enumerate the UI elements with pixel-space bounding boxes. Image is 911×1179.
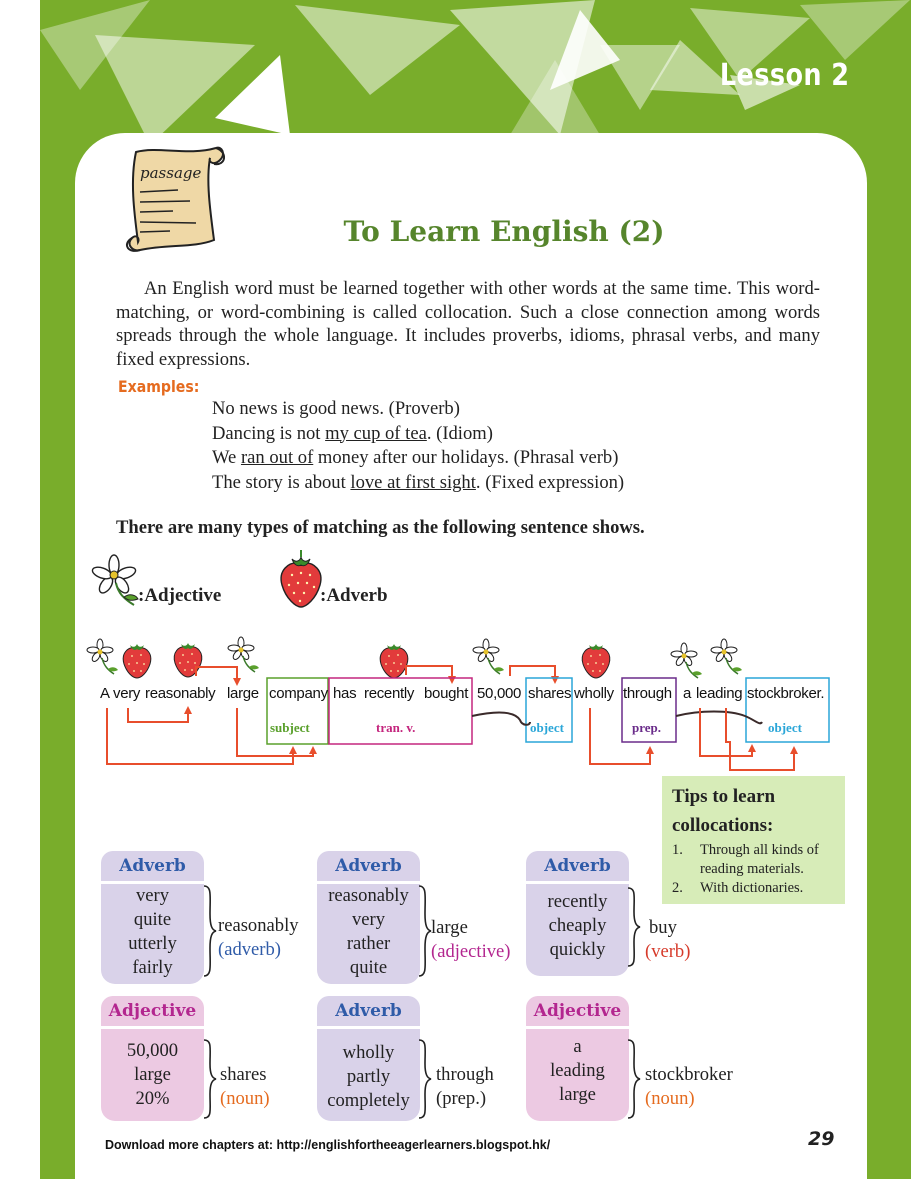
flower-icon: [90, 553, 140, 607]
collocation-card: Adverb reasonably very rather quite: [317, 851, 420, 984]
sentence-word: reasonably: [145, 685, 216, 702]
sentence-word: a: [683, 685, 692, 702]
brace-icon: [418, 884, 432, 978]
strawberry-icon: [278, 549, 324, 609]
verb-tag: tran. v.: [376, 720, 416, 735]
example-line: No news is good news. (Proverb): [212, 398, 460, 419]
strawberry-icon: [582, 644, 610, 678]
sentence-word: bought: [424, 685, 469, 702]
tip-item: 1. Through all kinds of reading materials.: [672, 842, 819, 877]
brace-icon: [627, 1038, 641, 1120]
sentence-word: 50,000: [477, 685, 522, 702]
legend-adjective: :Adjective: [138, 585, 222, 606]
subject-tag: subject: [270, 720, 310, 735]
strawberry-icon: [174, 643, 202, 677]
example-line: The story is about love at first sight. (Fixed expression): [212, 471, 625, 493]
tips-list: [672, 841, 845, 898]
flower-icon: [711, 639, 742, 674]
strawberry-icon: [123, 644, 151, 678]
flower-icon: [473, 639, 504, 674]
flower-icon: [671, 643, 702, 678]
collocation-target: shares (noun): [220, 1064, 270, 1109]
sentence-word: shares: [528, 685, 572, 702]
lesson-label: Lesson 2: [719, 58, 849, 93]
collocation-target: stockbroker (noun): [645, 1064, 733, 1109]
sentence-word: through: [623, 685, 672, 702]
brace-icon: [203, 884, 217, 978]
intro-paragraph: An English word must be learned together with other words at the same time. This word-matching, or word-combining is called collocation. Such a close connection among words spreads through the whole language. It includes proverbs, idioms, phrasal verbs, and many fixed expressions.: [116, 278, 820, 370]
example-line: Dancing is not my cup of tea. (Idiom): [212, 422, 493, 444]
card-head: Adjective: [101, 996, 204, 1026]
types-heading: There are many types of matching as the following sentence shows.: [116, 517, 645, 538]
sentence-word: A: [100, 685, 110, 702]
sentence-word: recently: [364, 685, 415, 702]
prep-tag: prep.: [632, 720, 662, 735]
page-title: To Learn English (2): [343, 215, 665, 248]
footer-download-link[interactable]: Download more chapters at: http://englishfortheeagerlearners.blogspot.hk/: [105, 1138, 551, 1152]
collocation-card: Adjective 50,000 large 20%: [101, 996, 204, 1121]
sentence-word: company: [269, 685, 328, 702]
tips-title: Tips to learn collocations:: [672, 786, 776, 836]
tips-box: [662, 776, 845, 904]
scroll-label: passage: [140, 164, 202, 182]
sentence-word: wholly: [574, 685, 614, 702]
sentence-word: large: [227, 685, 259, 702]
brace-icon: [627, 886, 641, 968]
brace-icon: [203, 1038, 217, 1120]
object-tag: object: [768, 720, 802, 735]
card-head: Adjective: [526, 996, 629, 1026]
collocation-target: buy (verb): [645, 917, 691, 962]
object-tag: object: [530, 720, 564, 735]
collocation-target: large (adjective): [431, 917, 511, 962]
tip-item: 2. With dictionaries.: [672, 880, 804, 896]
collocation-target: through (prep.): [436, 1064, 494, 1109]
examples-list: [212, 397, 624, 495]
collocation-sentence-diagram: [0, 630, 911, 780]
strawberry-icon: [380, 644, 408, 678]
legend-adverb: :Adverb: [320, 585, 388, 606]
card-head: Adverb: [317, 996, 420, 1026]
card-head: Adverb: [101, 851, 204, 881]
card-head: Adverb: [526, 851, 629, 881]
flower-icon: [87, 639, 118, 674]
collocation-target: reasonably (adverb): [218, 915, 299, 960]
collocation-card: Adverb wholly partly completely: [317, 996, 420, 1121]
brace-icon: [418, 1038, 432, 1120]
sentence-word: leading: [696, 685, 743, 702]
sentence-word: has: [333, 685, 357, 702]
page-number: 29: [808, 1128, 835, 1150]
sentence-word: very: [113, 685, 141, 702]
collocation-card: Adverb recently cheaply quickly: [526, 851, 629, 976]
collocation-card: Adjective a leading large: [526, 996, 629, 1121]
example-line: We ran out of money after our holidays. (Phrasal verb): [212, 447, 619, 468]
collocation-card: Adverb very quite utterly fairly: [101, 851, 204, 984]
examples-label: Examples:: [118, 377, 200, 396]
card-head: Adverb: [317, 851, 420, 881]
sentence-word: stockbroker.: [747, 685, 825, 702]
